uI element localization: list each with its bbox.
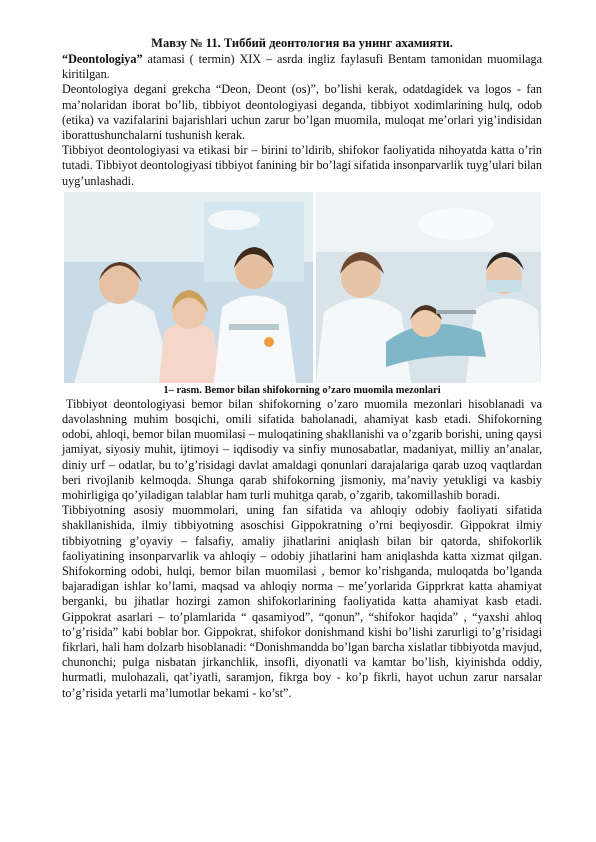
photo-dentist-with-children <box>64 192 313 383</box>
paragraph-4: Tibbiyot deontologiyasi bemor bilan shifokorning o’zaro muomila mezonlari hisoblanadi va davolashning muhim bosqichi, omili sifatida baholanadi, ahamiyat kasb etadi. Shifokorning odobi, ahloqi, bemor bilan muomilasi – muloqatining shakllanishi va o’zgarib borishi, uning qaysi jamiyat, siyosiy muhit, ijtimoyi – iqdisodiy va sinfiy munosabatlar, madaniyat, milliy an’analar, diniy urf – odatlar, bu to’g’risidagi davlat amaldagi qonunlari darajalariga qarab uzoq vaqtlardan beri rivojlanib kelmoqda. Shunga qarab shifokorning jismoniy, ma’naviy yetukligi va kasbiy mohirligiga qo’yiladigan talablar ham turli muhitga qarab, o’zgarib, takomillashib boradi. <box>62 396 542 503</box>
paragraph-5: Tibbiyotning asosiy muommolari, uning fan sifatida va ahloqiy odobiy faoliyati sifatida shakllanishida, ilmiy tibbiyotning asoschisi Gippokratning o’rni beqiyosdir. Gippokrat ilmiy tibbiyotning g’oyaviy – falsafiy, amaliy jihatlarini aniqlash bilan bir qatorda, shifokorlik faoliyatining insonparvarlik va ahloqiy – odobiy jihatlarini ham aniqlashda katta xizmat qilgan. Shifokorning odobi, hulqi, bemor bilan muomilasi , bemor ko’rishganda, muloqatda bo’lganda bajaradigan ishlar ko’lami, maqsad va ahloqiy norma – me’yorlarida Gipprkrat katta ahamiyat berganki, bu jihatlar hozirgi zamon shifokorlarining faoliyatida katta ahamiyat kasb etadi. Gippokrat asarlari – to’plamlarida “ qasamiyod”, “qonun”, “shifokor haqida” , “yaxshi ahloq to’g’risida” kabi boblar bor. Gippokrat, shifokor donishmand kishi bo’lishi zarurligi to’g’risidagi fikrlari, hali ham dolzarb hisoblanadi: “Donishmandda bo’lgan barcha xislatlar tibbiyotda mavjud, chunonchi; pulga nisbatan jirkanchlik, insofli, diyonatli va kamtar bo’lish, kiyinishda oddiy, hurmatli, mulohazali, qat’iyatli, saramjon, fikrga boy - ko’p fikrli, hayot uchun zarur narsalar to’g’risida yetarli ma’lumotlar bekami - ko’st”. <box>62 503 542 700</box>
figure-caption: 1– rasm. Bemor bilan shifokorning o’zaro muomila mezonlari <box>163 384 441 396</box>
figure-dental-photos <box>64 192 541 383</box>
photo-dentist-with-patient <box>316 192 541 383</box>
paragraph-deontology-term <box>62 52 542 82</box>
paragraph-2: Deontologiya degani grekcha “Deon, Deont (os)”, bo’lishi kerak, odatdagidek va logos - fan ma’nolaridan iborat bo’lib, tibbiyot deontologiyasi deganda, tibbiyot xodimlarining hulq, odob (etika) va vazifalarini bajarishlari uchun zarur bo’lgan muomila, muloqat me’orlari yig’indisidan iborattushunchalarni tushunish kerak. <box>62 82 542 143</box>
page-title: Мавзу № 11. Тиббий деонтология ва унинг ахамияти. <box>151 36 453 50</box>
paragraph-3: Tibbiyot deontologiyasi va etikasi bir – birini to’ldirib, shifokor faoliyatida nihoyatda katta o’rin tutadi. Tibbiyot deontologiyasi tibbiyot fanining bir bo’lagi sifatida insonparvarlik tuyg’ulari bilan uyg’unlashadi. <box>62 143 542 188</box>
term-deontologiya: “Deontologiya” <box>62 52 143 66</box>
document-page <box>62 36 542 701</box>
paragraph-1-text: atamasi ( termin) XIX – asrda ingliz faylasufi Bentam tamonidan muomilaga kiritilgan. <box>62 52 542 82</box>
